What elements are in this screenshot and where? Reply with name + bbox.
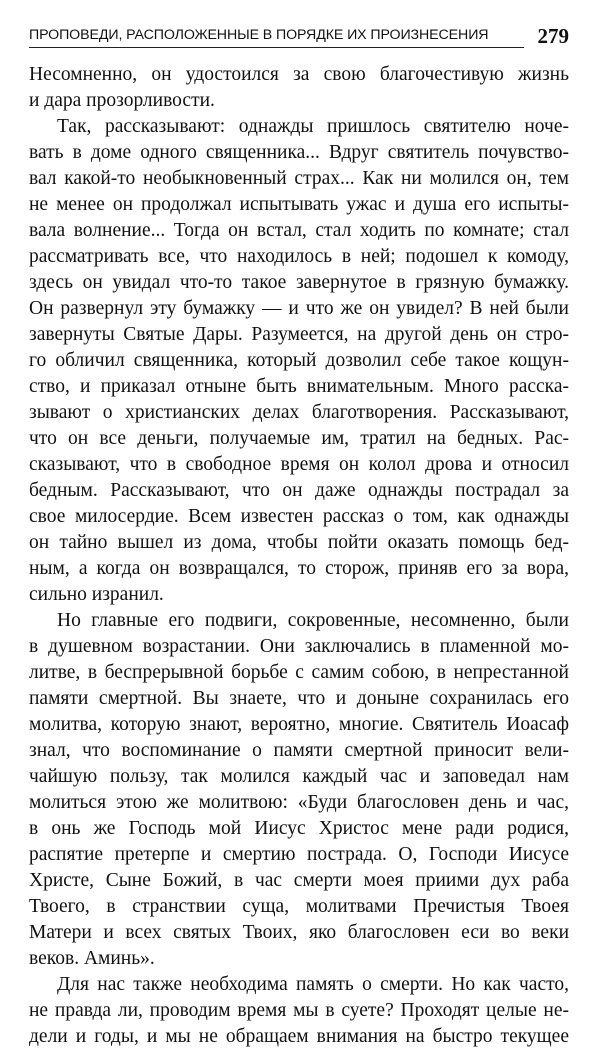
- text-line: дели и годы, и мы не обращаем внимания на быстро текущее: [29, 1026, 569, 1047]
- text-line: веков. Аминь».: [29, 948, 155, 969]
- text-line: бедным. Рассказывают, что он даже однажды пострадал за: [29, 480, 569, 501]
- text-line: литве, в беспрерывной борьбе с самим собою, в непрестанной: [29, 662, 569, 683]
- text-line: Так, рассказывают: однажды пришлось святителю ноче-: [57, 116, 569, 137]
- paragraph-3: [29, 608, 569, 972]
- text-line: в душевном возрастании. Они заключались в пламенной мо-: [29, 636, 569, 657]
- body-text: [29, 62, 569, 1050]
- text-line: Твоего, в странствии суща, молитвами Пречистыя Твоея: [29, 896, 569, 917]
- text-line: свое милосердие. Всем известен рассказ о том, как однажды: [29, 506, 569, 527]
- text-line: не менее он продолжал испытывать ужас и душа его испыты-: [29, 194, 569, 215]
- text-line: здесь он увидал что-то такое завернутое в грязную бумажку.: [29, 272, 569, 293]
- text-line: го обличил священника, который дозволил себе такое кощун-: [29, 350, 569, 371]
- text-line: Для нас также необходима память о смерти. Но как часто,: [57, 974, 569, 995]
- text-line: зывают о христианских делах благотворения. Рассказывают,: [29, 402, 569, 423]
- text-line: Несомненно, он удостоился за свою благочестивую жизнь: [29, 64, 569, 85]
- text-line: вал какой-то необыкновенный страх... Как ни молился он, тем: [29, 168, 569, 189]
- text-line: молитва, которую знают, вероятно, многие. Святитель Иоасаф: [29, 714, 569, 735]
- text-line: молиться этою же молитвою: «Буди благословен день и час,: [29, 792, 569, 813]
- text-line: не правда ли, проводим время мы в суете? Проходят целые не-: [29, 1000, 569, 1021]
- text-line: сильно изранил.: [29, 584, 164, 605]
- running-header: [29, 20, 569, 48]
- text-line: он тайно вышел из дома, чтобы пойти оказать помощь бед-: [29, 532, 569, 553]
- text-line: Он развернул эту бумажку — и что же он увидел? В ней были: [29, 298, 569, 319]
- text-line: знал, что воспоминание о памяти смертной приносит вели-: [29, 740, 569, 761]
- page-number: 279: [537, 24, 569, 48]
- text-line: ным, а когда он возвращался, то сторож, приняв его за вора,: [29, 558, 569, 579]
- text-line: и дара прозорливости.: [29, 90, 215, 111]
- paragraph-2: [29, 114, 569, 608]
- text-line: вать в доме одного священника... Вдруг святитель почувство-: [29, 142, 569, 163]
- text-line: сказывают, что в свободное время он колол дрова и относил: [29, 454, 569, 475]
- text-line: Матери и всех святых Твоих, яко благословен еси во веки: [29, 922, 569, 943]
- running-header-title: ПРОПОВЕДИ, РАСПОЛОЖЕННЫЕ В ПОРЯДКЕ ИХ ПРОИЗНЕСЕНИЯ: [29, 26, 524, 48]
- text-line: в онь же Господь мой Иисус Христос мене ради родися,: [29, 818, 569, 839]
- text-line: распятие претерпе и смертию пострада. О, Господи Иисусе: [29, 844, 569, 865]
- text-line: ство, и приказал отныне быть внимательным. Много расска-: [29, 376, 569, 397]
- paragraph-1: [29, 62, 569, 114]
- text-line: памяти смертной. Вы знаете, что и доныне сохранилась его: [29, 688, 569, 709]
- text-line: завернуты Святые Дары. Разумеется, на другой день он стро-: [29, 324, 569, 345]
- paragraph-4: [29, 972, 569, 1050]
- text-line: что он все деньги, получаемые им, тратил на бедных. Рас-: [29, 428, 569, 449]
- text-line: Но главные его подвиги, сокровенные, несомненно, были: [57, 610, 569, 631]
- text-line: чайшую пользу, так молился каждый час и заповедал нам: [29, 766, 569, 787]
- text-line: рассматривать все, что находилось в ней; подошел к комоду,: [29, 246, 569, 267]
- text-line: вала волнение... Тогда он встал, стал ходить по комнате; стал: [29, 220, 569, 241]
- text-line: Христе, Сыне Божий, в час смерти моея приими дух раба: [29, 870, 569, 891]
